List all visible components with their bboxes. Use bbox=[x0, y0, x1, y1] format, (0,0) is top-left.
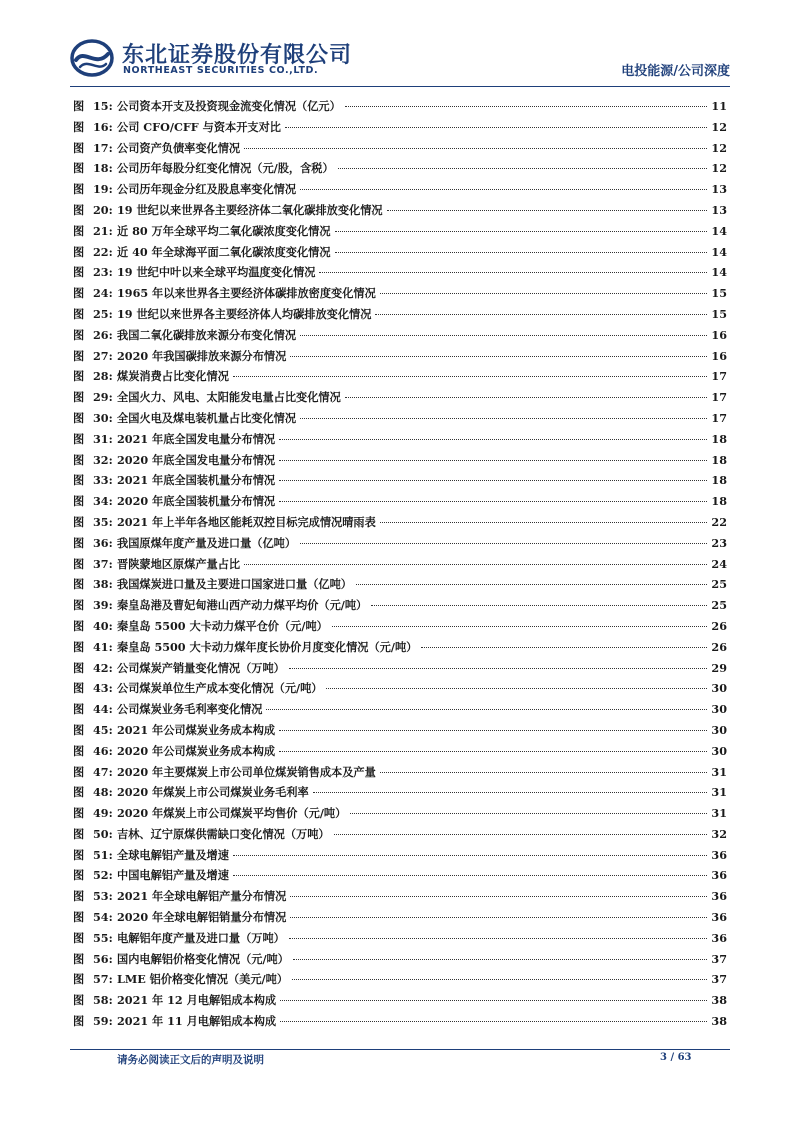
dot-leader bbox=[371, 605, 707, 606]
figure-title[interactable]: 公司煤炭业务毛利率变化情况 bbox=[117, 702, 263, 717]
figure-label: 图 bbox=[73, 244, 85, 259]
figure-title[interactable]: 近 40 年全球海平面二氧化碳浓度变化情况 bbox=[117, 244, 331, 259]
figure-page[interactable]: 26 bbox=[711, 618, 727, 633]
figure-number: 27: bbox=[93, 348, 113, 363]
toc-entry[interactable] bbox=[73, 117, 727, 138]
figure-number: 22: bbox=[93, 244, 113, 259]
figure-number: 50: bbox=[93, 826, 113, 841]
company-name-cn: 东北证券股份有限公司 bbox=[122, 43, 353, 68]
figure-number: 17: bbox=[93, 140, 113, 155]
figure-number: 43: bbox=[93, 681, 113, 696]
figure-number: 29: bbox=[93, 390, 113, 405]
figure-title[interactable]: 2020 年我国碳排放来源分布情况 bbox=[117, 348, 287, 363]
figure-title[interactable]: 2020 年全球电解铝销量分布情况 bbox=[117, 910, 287, 925]
figure-label: 图 bbox=[73, 743, 85, 758]
figure-number: 49: bbox=[93, 806, 113, 821]
toc-entry[interactable] bbox=[73, 741, 727, 762]
northeast-securities-logo-icon bbox=[70, 38, 114, 78]
figure-page[interactable]: 31 bbox=[711, 785, 727, 800]
dot-leader bbox=[290, 896, 707, 897]
figure-number: 25: bbox=[93, 306, 113, 321]
toc-entry[interactable] bbox=[73, 158, 727, 179]
figure-label: 图 bbox=[73, 494, 85, 509]
figure-label: 图 bbox=[73, 722, 85, 737]
disclaimer-note: 请务必阅读正文后的声明及说明 bbox=[117, 1054, 264, 1066]
figure-number: 36: bbox=[93, 535, 113, 550]
figure-number: 53: bbox=[93, 889, 113, 904]
figure-title[interactable]: 全球电解铝产量及增速 bbox=[117, 847, 229, 862]
figure-label: 图 bbox=[73, 702, 85, 717]
figure-title[interactable]: 2021 年底全国装机量分布情况 bbox=[117, 473, 276, 488]
dot-leader bbox=[332, 626, 707, 627]
figure-number: 24: bbox=[93, 286, 113, 301]
figure-label: 图 bbox=[73, 785, 85, 800]
figure-number: 32: bbox=[93, 452, 113, 467]
figure-page[interactable]: 36 bbox=[711, 889, 727, 904]
page-header bbox=[70, 36, 730, 84]
dot-leader bbox=[350, 813, 707, 814]
figure-label: 图 bbox=[73, 577, 85, 592]
figure-label: 图 bbox=[73, 826, 85, 841]
figure-title[interactable]: 19 世纪以来世界各主要经济体人均碳排放变化情况 bbox=[117, 306, 372, 321]
toc-entry[interactable] bbox=[73, 990, 727, 1011]
figure-page[interactable]: 25 bbox=[711, 577, 727, 592]
toc-entry[interactable] bbox=[73, 429, 727, 450]
dot-leader bbox=[375, 314, 707, 315]
toc-entry[interactable] bbox=[73, 366, 727, 387]
figure-number: 30: bbox=[93, 410, 113, 425]
dot-leader bbox=[338, 168, 707, 169]
section-tag: 电投能源/公司深度 bbox=[621, 64, 730, 79]
dot-leader bbox=[356, 584, 707, 585]
figure-number: 16: bbox=[93, 119, 113, 134]
figure-label: 图 bbox=[73, 639, 85, 654]
figure-number: 37: bbox=[93, 556, 113, 571]
figure-label: 图 bbox=[73, 535, 85, 550]
figure-label: 图 bbox=[73, 660, 85, 675]
toc-entry[interactable] bbox=[73, 969, 727, 990]
figure-number: 35: bbox=[93, 514, 113, 529]
figure-page[interactable]: 12 bbox=[711, 119, 727, 134]
figure-page[interactable]: 22 bbox=[711, 514, 727, 529]
dot-leader bbox=[285, 127, 707, 128]
dot-leader bbox=[280, 1000, 707, 1001]
toc-entry[interactable] bbox=[73, 179, 727, 200]
toc-entry[interactable] bbox=[73, 242, 727, 263]
toc-entry[interactable] bbox=[73, 928, 727, 949]
figure-number: 15: bbox=[93, 99, 113, 113]
dot-leader bbox=[421, 647, 707, 648]
dot-leader bbox=[279, 460, 707, 461]
figure-page[interactable]: 36 bbox=[711, 847, 727, 862]
figure-title[interactable]: 我国原煤年度产量及进口量（亿吨） bbox=[117, 535, 297, 550]
dot-leader bbox=[380, 293, 707, 294]
dot-leader bbox=[280, 1021, 707, 1022]
dot-leader bbox=[279, 480, 707, 481]
figure-label: 图 bbox=[73, 223, 85, 238]
toc-entry[interactable] bbox=[73, 408, 727, 429]
figure-page[interactable]: 25 bbox=[711, 598, 727, 613]
figure-page[interactable]: 37 bbox=[711, 951, 727, 966]
figure-title[interactable]: 秦皇岛 5500 大卡动力煤年度长协价月度变化情况（元/吨） bbox=[117, 639, 418, 654]
figure-page[interactable]: 17 bbox=[711, 410, 727, 425]
toc-entry[interactable] bbox=[73, 782, 727, 803]
figure-title[interactable]: 国内电解铝价格变化情况（元/吨） bbox=[117, 951, 289, 966]
figure-title[interactable]: 公司历年每股分红变化情况（元/股，含税） bbox=[117, 161, 334, 176]
toc-entry[interactable] bbox=[73, 865, 727, 886]
figure-label: 图 bbox=[73, 806, 85, 821]
figure-label: 图 bbox=[73, 410, 85, 425]
figure-title[interactable]: 我国二氧化碳排放来源分布变化情况 bbox=[117, 327, 297, 342]
figure-page[interactable]: 23 bbox=[711, 535, 727, 550]
figure-label: 图 bbox=[73, 868, 85, 883]
figure-number: 41: bbox=[93, 639, 113, 654]
toc-entry[interactable] bbox=[73, 824, 727, 845]
toc-entry[interactable] bbox=[73, 450, 727, 471]
figure-page[interactable]: 31 bbox=[711, 764, 727, 779]
figure-number: 47: bbox=[93, 764, 113, 779]
figure-page[interactable]: 16 bbox=[711, 348, 727, 363]
dot-leader bbox=[326, 688, 707, 689]
figure-page[interactable]: 13 bbox=[711, 202, 727, 217]
figure-title[interactable]: 19 世纪中叶以来全球平均温度变化情况 bbox=[117, 265, 316, 280]
dot-leader bbox=[279, 751, 707, 752]
figure-label: 图 bbox=[73, 119, 85, 134]
figure-page[interactable]: 18 bbox=[711, 431, 727, 446]
figure-label: 图 bbox=[73, 369, 85, 384]
dot-leader bbox=[233, 855, 707, 856]
dot-leader bbox=[279, 439, 707, 440]
dot-leader bbox=[380, 522, 707, 523]
figure-number: 21: bbox=[93, 223, 113, 238]
figure-title[interactable]: 公司煤炭产销量变化情况（万吨） bbox=[117, 660, 285, 675]
figure-page[interactable]: 18 bbox=[711, 452, 727, 467]
figure-page[interactable]: 30 bbox=[711, 702, 727, 717]
dot-leader bbox=[233, 875, 707, 876]
figure-title[interactable]: 19 世纪以来世界各主要经济体二氧化碳排放变化情况 bbox=[117, 202, 383, 217]
toc-entry[interactable] bbox=[73, 1011, 727, 1032]
figure-page[interactable]: 30 bbox=[711, 681, 727, 696]
figure-number: 48: bbox=[93, 785, 113, 800]
toc-entry[interactable] bbox=[73, 283, 727, 304]
figure-number: 44: bbox=[93, 702, 113, 717]
toc-entry[interactable] bbox=[73, 221, 727, 242]
figure-label: 图 bbox=[73, 764, 85, 779]
figure-label: 图 bbox=[73, 327, 85, 342]
figure-page[interactable]: 32 bbox=[711, 826, 727, 841]
toc-entry[interactable] bbox=[73, 96, 727, 117]
figure-page[interactable]: 14 bbox=[711, 265, 727, 280]
figure-page[interactable]: 31 bbox=[711, 806, 727, 821]
figure-number: 42: bbox=[93, 660, 113, 675]
toc-entry[interactable] bbox=[73, 304, 727, 325]
figure-page[interactable]: 30 bbox=[711, 743, 727, 758]
figure-label: 图 bbox=[73, 847, 85, 862]
dot-leader bbox=[345, 106, 707, 107]
figure-number: 31: bbox=[93, 431, 113, 446]
figure-list bbox=[73, 96, 727, 1032]
figure-page[interactable]: 17 bbox=[711, 369, 727, 384]
figure-number: 56: bbox=[93, 951, 113, 966]
figure-page[interactable]: 17 bbox=[711, 390, 727, 405]
dot-leader bbox=[233, 376, 707, 377]
figure-title[interactable]: 2021 年上半年各地区能耗双控目标完成情况晴雨表 bbox=[117, 514, 376, 529]
figure-page[interactable]: 18 bbox=[711, 494, 727, 509]
figure-title[interactable]: 2021 年底全国发电量分布情况 bbox=[117, 431, 276, 446]
figure-title[interactable]: 2021 年 12 月电解铝成本构成 bbox=[117, 993, 277, 1008]
toc-entry[interactable] bbox=[73, 616, 727, 637]
figure-label: 图 bbox=[73, 286, 85, 301]
figure-number: 33: bbox=[93, 473, 113, 488]
dot-leader bbox=[300, 418, 707, 419]
figure-title[interactable]: 全国火电及煤电装机量占比变化情况 bbox=[117, 410, 297, 425]
figure-page[interactable]: 12 bbox=[711, 140, 727, 155]
figure-label: 图 bbox=[73, 182, 85, 197]
figure-label: 图 bbox=[73, 306, 85, 321]
dot-leader bbox=[380, 772, 707, 773]
toc-entry[interactable] bbox=[73, 470, 727, 491]
toc-entry[interactable] bbox=[73, 262, 727, 283]
figure-number: 23: bbox=[93, 265, 113, 280]
dot-leader bbox=[345, 397, 707, 398]
figure-page[interactable]: 15 bbox=[711, 286, 727, 301]
figure-title[interactable]: 2020 年公司煤炭业务成本构成 bbox=[117, 743, 276, 758]
figure-title[interactable]: 吉林、辽宁原煤供需缺口变化情况（万吨） bbox=[117, 826, 330, 841]
toc-entry[interactable] bbox=[73, 845, 727, 866]
figure-number: 57: bbox=[93, 972, 113, 987]
toc-entry[interactable] bbox=[73, 200, 727, 221]
figure-title[interactable]: 2020 年底全国发电量分布情况 bbox=[117, 452, 276, 467]
figure-number: 34: bbox=[93, 494, 113, 509]
figure-page[interactable]: 11 bbox=[711, 99, 727, 113]
header-divider bbox=[70, 86, 730, 87]
toc-entry[interactable] bbox=[73, 595, 727, 616]
toc-entry[interactable] bbox=[73, 678, 727, 699]
toc-entry[interactable] bbox=[73, 762, 727, 783]
toc-entry[interactable] bbox=[73, 512, 727, 533]
toc-entry[interactable] bbox=[73, 533, 727, 554]
figure-number: 59: bbox=[93, 1014, 113, 1029]
dot-leader bbox=[335, 231, 707, 232]
dot-leader bbox=[293, 959, 707, 960]
figure-label: 图 bbox=[73, 598, 85, 613]
toc-entry[interactable] bbox=[73, 554, 727, 575]
figure-number: 45: bbox=[93, 722, 113, 737]
figure-title[interactable]: 电解铝年度产量及进口量（万吨） bbox=[117, 930, 285, 945]
figure-page[interactable]: 14 bbox=[711, 244, 727, 259]
dot-leader bbox=[335, 252, 707, 253]
figure-title[interactable]: 2021 年 11 月电解铝成本构成 bbox=[117, 1014, 277, 1029]
figure-page[interactable]: 14 bbox=[711, 223, 727, 238]
figure-number: 55: bbox=[93, 930, 113, 945]
figure-page[interactable]: 36 bbox=[711, 868, 727, 883]
figure-page[interactable]: 26 bbox=[711, 639, 727, 654]
figure-number: 18: bbox=[93, 161, 113, 176]
footer-divider bbox=[70, 1049, 730, 1050]
figure-title[interactable]: 秦皇岛 5500 大卡动力煤平仓价（元/吨） bbox=[117, 618, 328, 633]
figure-number: 19: bbox=[93, 182, 113, 197]
toc-entry[interactable] bbox=[73, 574, 727, 595]
dot-leader bbox=[300, 543, 707, 544]
figure-number: 39: bbox=[93, 598, 113, 613]
figure-title[interactable]: 1965 年以来世界各主要经济体碳排放密度变化情况 bbox=[117, 286, 376, 301]
figure-page[interactable]: 13 bbox=[711, 182, 727, 197]
figure-label: 图 bbox=[73, 910, 85, 925]
figure-title[interactable]: 2020 年煤炭上市公司煤炭业务毛利率 bbox=[117, 785, 309, 800]
dot-leader bbox=[244, 564, 707, 565]
figure-title[interactable]: 2021 年全球电解铝产量分布情况 bbox=[117, 889, 287, 904]
figure-number: 46: bbox=[93, 743, 113, 758]
dot-leader bbox=[290, 917, 707, 918]
dot-leader bbox=[334, 834, 707, 835]
dot-leader bbox=[300, 189, 707, 190]
toc-entry[interactable] bbox=[73, 637, 727, 658]
figure-page[interactable]: 24 bbox=[711, 556, 727, 571]
figure-page[interactable]: 15 bbox=[711, 306, 727, 321]
dot-leader bbox=[279, 730, 707, 731]
figure-number: 20: bbox=[93, 202, 113, 217]
figure-label: 图 bbox=[73, 618, 85, 633]
figure-title[interactable]: 煤炭消费占比变化情况 bbox=[117, 369, 229, 384]
figure-page[interactable]: 12 bbox=[711, 161, 727, 176]
figure-title[interactable]: 公司资本开支及投资现金流变化情况（亿元） bbox=[117, 99, 341, 113]
figure-page[interactable]: 38 bbox=[711, 993, 727, 1008]
figure-title[interactable]: 全国火力、风电、太阳能发电量占比变化情况 bbox=[117, 390, 341, 405]
toc-entry[interactable] bbox=[73, 699, 727, 720]
figure-title[interactable]: 公司历年现金分红及股息率变化情况 bbox=[117, 182, 297, 197]
toc-entry[interactable] bbox=[73, 886, 727, 907]
figure-title[interactable]: 我国煤炭进口量及主要进口国家进口量（亿吨） bbox=[117, 577, 352, 592]
figure-label: 图 bbox=[73, 1014, 85, 1029]
figure-label: 图 bbox=[73, 889, 85, 904]
figure-title[interactable]: 2021 年公司煤炭业务成本构成 bbox=[117, 722, 276, 737]
figure-title[interactable]: 近 80 万年全球平均二氧化碳浓度变化情况 bbox=[117, 223, 331, 238]
figure-label: 图 bbox=[73, 431, 85, 446]
figure-label: 图 bbox=[73, 473, 85, 488]
figure-label: 图 bbox=[73, 993, 85, 1008]
figure-label: 图 bbox=[73, 972, 85, 987]
figure-title[interactable]: 中国电解铝产量及增速 bbox=[117, 868, 229, 883]
figure-label: 图 bbox=[73, 951, 85, 966]
figure-label: 图 bbox=[73, 514, 85, 529]
figure-label: 图 bbox=[73, 99, 85, 113]
dot-leader bbox=[279, 501, 707, 502]
figure-title[interactable]: 公司 CFO/CFF 与资本开支对比 bbox=[117, 119, 281, 134]
figure-number: 52: bbox=[93, 868, 113, 883]
figure-label: 图 bbox=[73, 452, 85, 467]
figure-title[interactable]: 2020 年底全国装机量分布情况 bbox=[117, 494, 276, 509]
toc-entry[interactable] bbox=[73, 491, 727, 512]
figure-title[interactable]: 2020 年煤炭上市公司煤炭平均售价（元/吨） bbox=[117, 806, 347, 821]
dot-leader bbox=[266, 709, 707, 710]
dot-leader bbox=[289, 668, 707, 669]
figure-number: 26: bbox=[93, 327, 113, 342]
dot-leader bbox=[300, 335, 707, 336]
figure-title[interactable]: 2020 年主要煤炭上市公司单位煤炭销售成本及产量 bbox=[117, 764, 376, 779]
figure-number: 54: bbox=[93, 910, 113, 925]
company-name-en: NORTHEAST SECURITIES CO.,LTD. bbox=[123, 65, 319, 76]
figure-page[interactable]: 16 bbox=[711, 327, 727, 342]
figure-title[interactable]: 晋陕蒙地区原煤产量占比 bbox=[117, 556, 241, 571]
toc-entry[interactable] bbox=[73, 346, 727, 367]
toc-entry[interactable] bbox=[73, 325, 727, 346]
figure-label: 图 bbox=[73, 348, 85, 363]
toc-entry[interactable] bbox=[73, 658, 727, 679]
figure-title[interactable]: 公司资产负债率变化情况 bbox=[117, 140, 241, 155]
dot-leader bbox=[387, 210, 707, 211]
figure-number: 28: bbox=[93, 369, 113, 384]
toc-entry[interactable] bbox=[73, 907, 727, 928]
dot-leader bbox=[319, 272, 707, 273]
figure-page[interactable]: 36 bbox=[711, 910, 727, 925]
figure-page[interactable]: 30 bbox=[711, 722, 727, 737]
figure-page[interactable]: 18 bbox=[711, 473, 727, 488]
figure-label: 图 bbox=[73, 140, 85, 155]
dot-leader bbox=[244, 148, 707, 149]
figure-page[interactable]: 37 bbox=[711, 972, 727, 987]
toc-entry[interactable] bbox=[73, 720, 727, 741]
toc-entry[interactable] bbox=[73, 949, 727, 970]
figure-page[interactable]: 29 bbox=[711, 660, 727, 675]
figure-page[interactable]: 38 bbox=[711, 1014, 727, 1029]
figure-number: 58: bbox=[93, 993, 113, 1008]
toc-entry[interactable] bbox=[73, 387, 727, 408]
figure-label: 图 bbox=[73, 202, 85, 217]
toc-entry[interactable] bbox=[73, 803, 727, 824]
dot-leader bbox=[313, 792, 707, 793]
figure-label: 图 bbox=[73, 265, 85, 280]
figure-label: 图 bbox=[73, 681, 85, 696]
toc-entry[interactable] bbox=[73, 138, 727, 159]
dot-leader bbox=[292, 979, 707, 980]
page-number: 3 / 63 bbox=[660, 1052, 692, 1063]
figure-number: 40: bbox=[93, 618, 113, 633]
figure-title[interactable]: 公司煤炭单位生产成本变化情况（元/吨） bbox=[117, 681, 323, 696]
figure-label: 图 bbox=[73, 930, 85, 945]
figure-page[interactable]: 36 bbox=[711, 930, 727, 945]
dot-leader bbox=[290, 356, 707, 357]
figure-label: 图 bbox=[73, 161, 85, 176]
figure-label: 图 bbox=[73, 556, 85, 571]
figure-title[interactable]: LME 铝价格变化情况（美元/吨） bbox=[117, 972, 289, 987]
figure-number: 38: bbox=[93, 577, 113, 592]
figure-number: 51: bbox=[93, 847, 113, 862]
figure-label: 图 bbox=[73, 390, 85, 405]
dot-leader bbox=[289, 938, 707, 939]
figure-title[interactable]: 秦皇岛港及曹妃甸港山西产动力煤平均价（元/吨） bbox=[117, 598, 368, 613]
